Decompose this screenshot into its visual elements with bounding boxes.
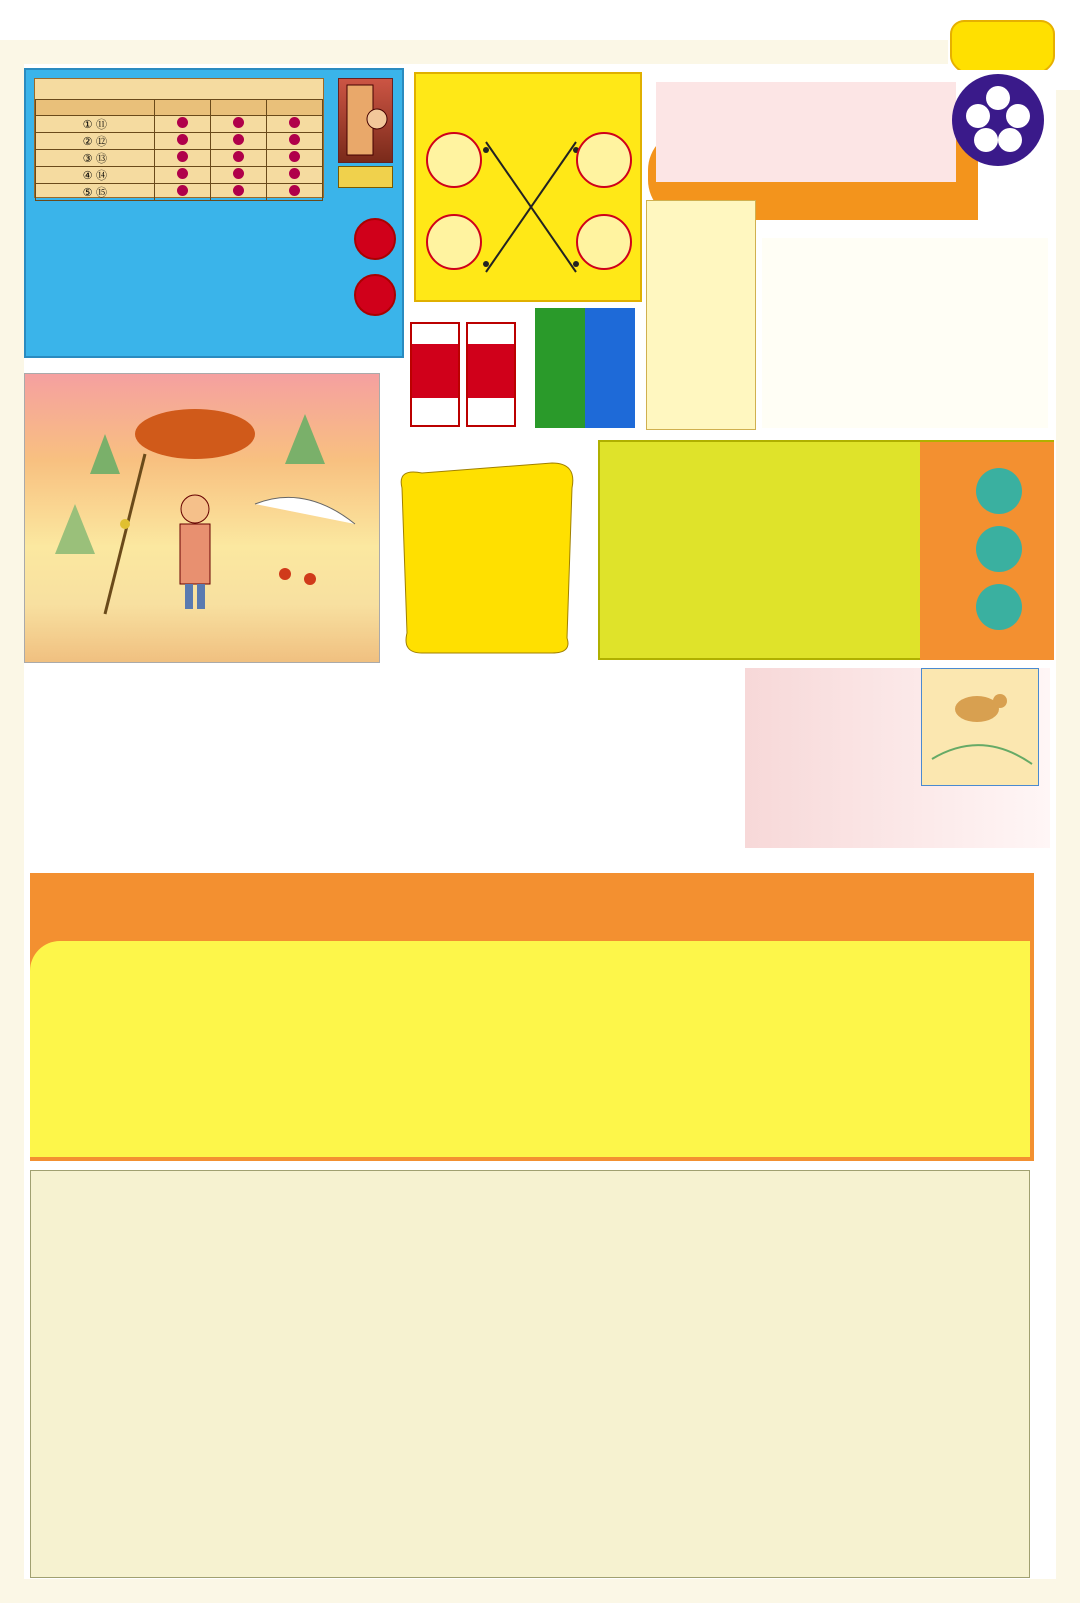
right-border	[1056, 90, 1080, 1579]
col-header	[210, 100, 266, 116]
special-number-ball	[976, 584, 1022, 630]
row-label: ④ ⑭	[36, 167, 155, 184]
open-card-head	[468, 324, 514, 332]
zone-table-box	[34, 78, 324, 198]
special-number-ball	[976, 526, 1022, 572]
row-label: ⑤ ⑮	[36, 184, 155, 201]
lucky-combo-title	[416, 74, 640, 86]
analysis-ball	[354, 218, 396, 260]
col-header	[154, 100, 210, 116]
rabbit-icon	[921, 668, 1039, 786]
combo-num	[426, 214, 482, 270]
hand-door-icon	[338, 78, 393, 163]
combo-num	[576, 132, 632, 188]
row-label: ③ ⑬	[36, 150, 155, 167]
special-box	[535, 308, 635, 428]
open-card	[410, 322, 460, 427]
combo-num	[426, 132, 482, 188]
tracker-grid	[30, 1170, 1030, 1578]
landscape-picture	[24, 373, 380, 663]
special-number-box	[920, 442, 1054, 660]
zodiac-wheel	[736, 931, 1018, 1159]
side-label	[338, 166, 393, 188]
issue-panel	[762, 238, 1048, 428]
rabbit-picture	[745, 668, 1050, 848]
banner	[30, 873, 1034, 923]
combo-cross	[476, 132, 586, 282]
badge-text	[952, 22, 1053, 30]
fortune-panel	[30, 923, 1034, 1161]
scroll-shape	[392, 458, 587, 658]
col-header	[266, 100, 322, 116]
special-number-ball	[976, 468, 1022, 514]
zodiac-grid	[28, 672, 738, 852]
left-border	[0, 64, 24, 1579]
col-header	[36, 100, 155, 116]
zone-table-title	[35, 79, 323, 99]
logo-wheel-icon	[948, 70, 1048, 170]
fortune-box	[30, 941, 1030, 1157]
bottom-border	[0, 1579, 1080, 1603]
row-label: ① ⑪	[36, 116, 155, 133]
combo-num	[576, 214, 632, 270]
open-card-value	[412, 344, 458, 398]
zone-panel	[24, 68, 404, 358]
notice-panel	[646, 200, 756, 430]
open-card-head	[412, 324, 458, 332]
open-card-value	[468, 344, 514, 398]
row-label: ② ⑫	[36, 133, 155, 150]
lucky-combo-panel	[414, 72, 642, 302]
zone-table	[35, 99, 323, 201]
top-border	[0, 40, 948, 64]
logo-blur	[656, 82, 956, 182]
open-card	[466, 322, 516, 427]
farmer-scene-icon	[25, 374, 381, 664]
analysis-ball	[354, 274, 396, 316]
scroll	[392, 458, 587, 658]
poem-panel	[598, 440, 1054, 660]
